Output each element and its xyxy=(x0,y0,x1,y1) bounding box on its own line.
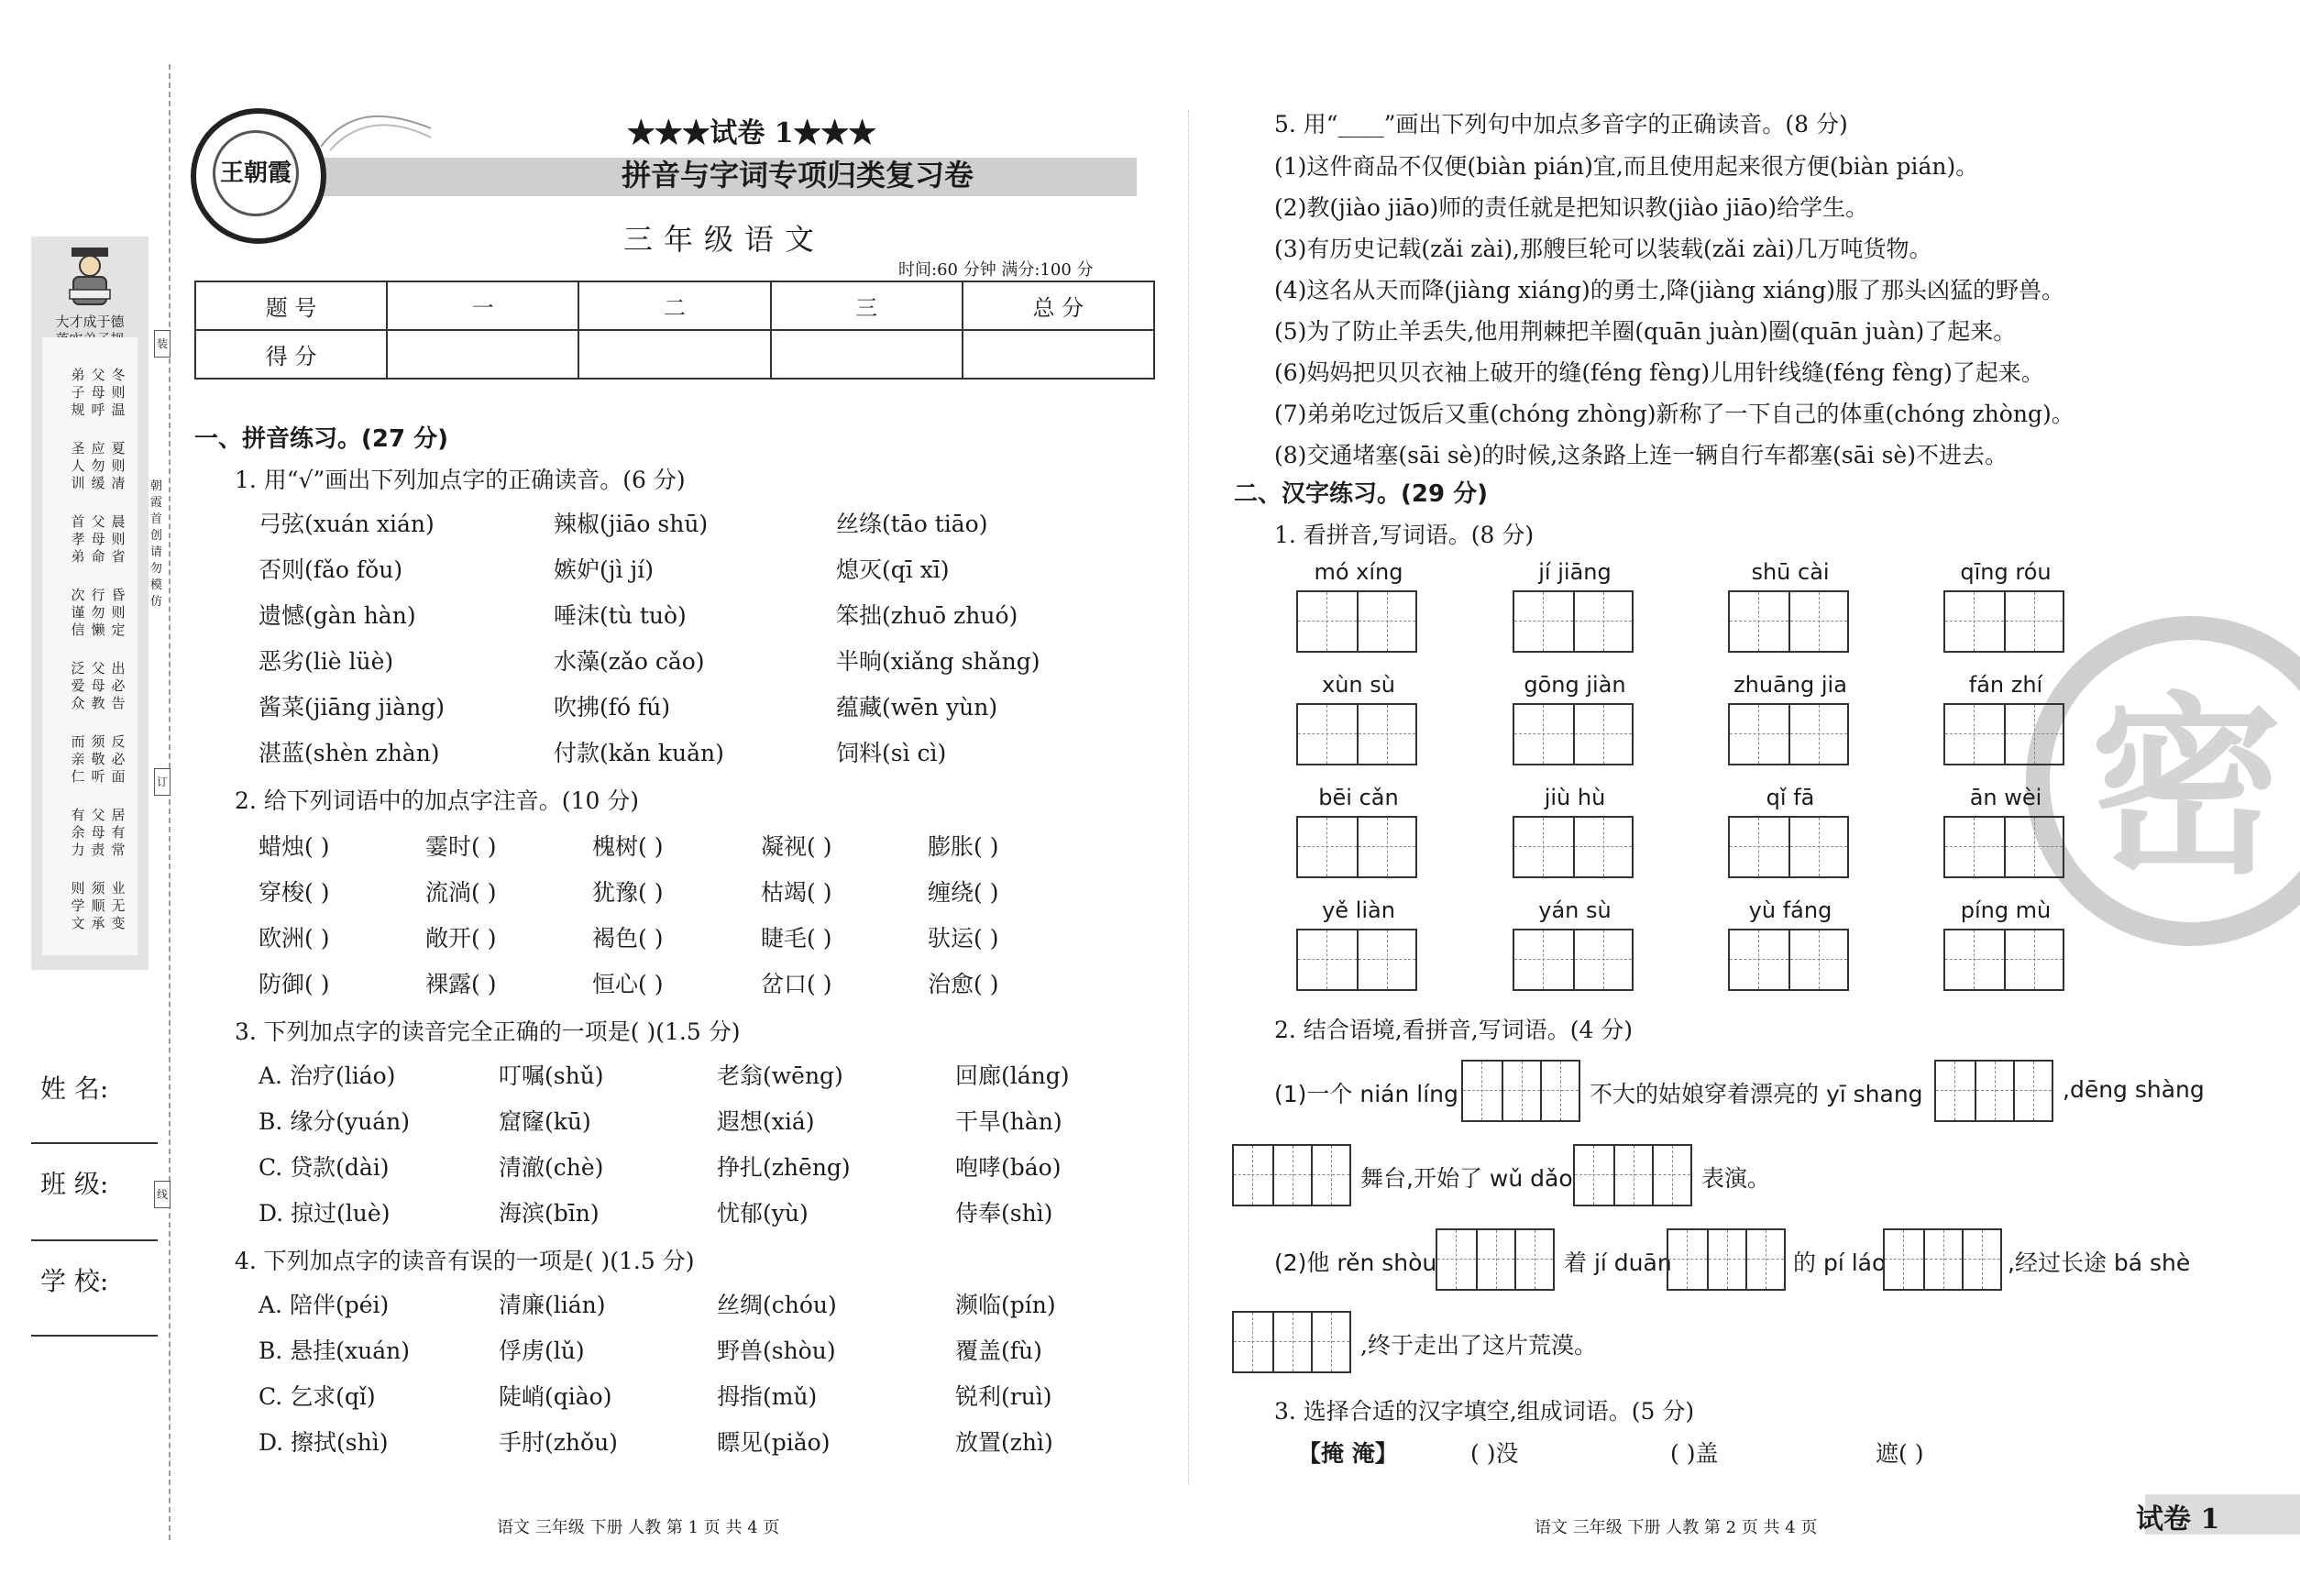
fill-blank-1[interactable]: ( )没 xyxy=(1470,1440,1519,1467)
logo-text: 王朝霞 xyxy=(213,130,299,216)
pinyin-writing-item xyxy=(1943,559,2068,653)
pinyin-label: qīng róu xyxy=(1960,559,2052,585)
q4-option: 俘虏(lǔ) xyxy=(499,1337,585,1364)
answer-box-dengshang[interactable] xyxy=(1232,1144,1351,1206)
tian-grid-answer[interactable] xyxy=(1513,590,1634,653)
pinyin-writing-item xyxy=(1296,897,1421,991)
side-note: 朝霞首创 请勿模仿 xyxy=(150,479,163,609)
q2-item[interactable]: 欧洲( ) xyxy=(259,925,330,952)
tian-grid-answer[interactable] xyxy=(1728,703,1849,765)
char-choice: 【掩 淹】 xyxy=(1298,1440,1398,1467)
q3-option: 叮嘱(shǔ) xyxy=(499,1062,604,1089)
rule-column: 泛爱众 xyxy=(71,660,85,711)
q5-title: 5. 用“____”画出下列句中加点多音字的正确读音。(8 分) xyxy=(1274,111,1848,138)
q3-option: 挣扎(zhēng) xyxy=(717,1154,851,1181)
q4-option: 瞟见(piǎo) xyxy=(717,1429,831,1456)
score-cell-2[interactable] xyxy=(578,330,770,379)
pinyin-writing-item xyxy=(1513,672,1637,765)
q5-sentence: (7)弟弟吃过饭后又重(chóng zhòng)新称了一下自己的体重(chóng zhòng)。 xyxy=(1274,401,2074,427)
binding-line xyxy=(169,64,171,1540)
q2-item[interactable]: 睫毛( ) xyxy=(761,925,832,952)
section1-title: 一、拼音练习。(27 分) xyxy=(194,425,448,453)
answer-box-wudao[interactable] xyxy=(1573,1144,1692,1206)
s2q3-title: 3. 选择合适的汉字填空,组成词语。(5 分) xyxy=(1274,1398,1695,1425)
rule-column: 而亲仁 xyxy=(71,733,85,785)
binding-mark-2: 订 xyxy=(154,768,171,796)
q1-item: 吹拂(fó fú) xyxy=(554,694,671,721)
q2-item[interactable]: 防御( ) xyxy=(259,971,330,997)
ctx2-text-b: 表演。 xyxy=(1701,1165,1771,1192)
q3-option: 干旱(hàn) xyxy=(955,1108,1062,1135)
q4-option: 放置(zhì) xyxy=(955,1429,1053,1456)
q3-option: D. 掠过(luè) xyxy=(259,1200,391,1227)
q3-option: 侍奉(shì) xyxy=(955,1200,1053,1227)
q4-option: 濒临(pín) xyxy=(955,1292,1056,1318)
q4-option: 丝绸(chóu) xyxy=(717,1292,837,1318)
q1-item: 半晌(xiǎng shǎng) xyxy=(836,648,1040,675)
score-head-label: 题 号 xyxy=(195,281,387,330)
q4-option: 清廉(lián) xyxy=(499,1292,606,1318)
tian-grid-answer[interactable] xyxy=(1296,703,1417,765)
subject-title: 三年级语文 xyxy=(622,222,825,257)
rule-column: 父母呼 xyxy=(91,367,105,418)
ctx3-text-d: ,经过长途 bá shè xyxy=(2008,1249,2191,1276)
ctx1-text-a: (1)一个 nián líng xyxy=(1274,1081,1458,1107)
time-info: 时间:60 分钟 满分:100 分 xyxy=(898,260,1094,280)
pinyin-label: shū cài xyxy=(1751,559,1830,585)
rule-column: 父母责 xyxy=(91,807,105,858)
tian-grid-answer[interactable] xyxy=(1296,929,1417,991)
q1-item: 饲料(sì cì) xyxy=(836,740,947,766)
q1-item: 丝绦(tāo tiāo) xyxy=(836,511,988,537)
stamp-char: 密 xyxy=(2089,676,2283,900)
ctx3-text-a: (2)他 rěn shòu xyxy=(1274,1249,1437,1276)
q3-option: 回廊(láng) xyxy=(955,1062,1070,1089)
rule-column: 冬则温 xyxy=(111,367,126,418)
q3-option: 窟窿(kū) xyxy=(499,1108,591,1135)
rule-column: 弟子规 xyxy=(71,367,85,418)
rule-column: 须顺承 xyxy=(91,880,105,931)
ctx1-text-b: 不大的姑娘穿着漂亮的 yī shang xyxy=(1590,1081,1923,1107)
score-cell-1[interactable] xyxy=(387,330,578,379)
ctx4-text-a: ,终于走出了这片荒漠。 xyxy=(1360,1332,1597,1359)
pinyin-writing-item xyxy=(1296,785,1421,878)
q1-item: 熄灭(qī xī) xyxy=(836,556,950,583)
rule-column: 反必面 xyxy=(111,733,126,785)
rule-column: 应勿缓 xyxy=(91,440,105,491)
rule-column: 业无变 xyxy=(111,880,126,931)
ctx3-text-b: 着 jí duān xyxy=(1564,1249,1672,1276)
q2-item[interactable]: 褐色( ) xyxy=(592,925,664,952)
school-label: 学 校: xyxy=(40,1266,109,1296)
rule-column: 次谨信 xyxy=(71,587,85,638)
q2-item[interactable]: 裸露( ) xyxy=(425,971,497,997)
q5-sentence: (2)教(jiào jiāo)师的责任就是把知识教(jiào jiāo)给学生。 xyxy=(1274,194,1869,221)
q4-option: B. 悬挂(xuán) xyxy=(259,1337,410,1364)
q4-option: 拇指(mǔ) xyxy=(717,1383,818,1410)
ctx2-text-a: 舞台,开始了 wǔ dǎo xyxy=(1360,1165,1573,1192)
q3-option: 遐想(xiá) xyxy=(717,1108,815,1135)
q2-item[interactable]: 蜡烛( ) xyxy=(259,833,330,860)
scholar-icon xyxy=(66,246,114,310)
answer-box-renshou[interactable] xyxy=(1436,1228,1555,1291)
tian-grid-answer[interactable] xyxy=(1943,929,2064,991)
pinyin-writing-item xyxy=(1728,559,1853,653)
q4-option: 野兽(shòu) xyxy=(717,1337,836,1364)
tian-grid-answer[interactable] xyxy=(1296,816,1417,878)
q4-option: C. 乞求(qǐ) xyxy=(259,1383,376,1410)
center-divider xyxy=(1188,110,1189,1485)
binding-mark-3: 线 xyxy=(154,1181,171,1208)
pinyin-writing-item xyxy=(1513,897,1637,991)
q1-item: 笨拙(zhuō zhuó) xyxy=(836,602,1018,629)
q2-item[interactable]: 驮运( ) xyxy=(928,925,999,952)
s2q2-title: 2. 结合语境,看拼音,写词语。(4 分) xyxy=(1274,1017,1634,1043)
section2-title: 二、汉字练习。(29 分) xyxy=(1234,480,1488,508)
q1-item: 辣椒(jiāo shū) xyxy=(554,511,709,537)
q2-item[interactable]: 凝视( ) xyxy=(761,833,832,860)
pinyin-writing-item xyxy=(1513,785,1637,878)
pinyin-label: píng mù xyxy=(1960,897,2052,923)
q4-option: D. 擦拭(shì) xyxy=(259,1429,389,1456)
rule-column: 首孝弟 xyxy=(71,513,85,565)
q1-item: 酱菜(jiāng jiàng) xyxy=(259,694,445,721)
rule-column: 须敬听 xyxy=(91,733,105,785)
q5-sentence: (3)有历史记载(zǎi zài),那艘巨轮可以装载(zǎi zài)几万吨货物。 xyxy=(1274,236,1932,262)
q5-sentence: (1)这件商品不仅便(biàn pián)宜,而且使用起来很方便(biàn pián)。 xyxy=(1274,153,1979,180)
pinyin-label: yán sù xyxy=(1538,897,1612,923)
score-head-2: 二 xyxy=(578,281,770,330)
score-value-row xyxy=(195,330,1154,379)
q1-item: 湛蓝(shèn zhàn) xyxy=(259,740,440,766)
q5-sentence: (5)为了防止羊丢失,他用荆棘把羊圈(quān juàn)圈(quān juàn)了起来。 xyxy=(1274,318,2017,345)
q1-item: 恶劣(liè lüè) xyxy=(259,648,394,675)
q2-item[interactable]: 犹豫( ) xyxy=(592,879,664,906)
ribbon-icon xyxy=(312,101,440,162)
rule-column: 晨则省 xyxy=(111,513,126,565)
q2-item[interactable]: 缠绕( ) xyxy=(928,879,999,906)
tian-grid-answer[interactable] xyxy=(1943,703,2064,765)
q1-item: 弓弦(xuán xián) xyxy=(259,511,435,537)
rule-column: 圣人训 xyxy=(71,440,85,491)
tian-grid-answer[interactable] xyxy=(1296,590,1417,653)
q2-item[interactable]: 岔口( ) xyxy=(761,971,832,997)
pinyin-label: bēi cǎn xyxy=(1318,785,1399,810)
answer-box-pilao[interactable] xyxy=(1883,1228,2002,1291)
q5-sentence: (4)这名从天而降(jiàng xiáng)的勇士,降(jiàng xiáng)服了那头凶猛的野兽。 xyxy=(1274,277,2064,303)
pinyin-writing-item xyxy=(1728,897,1853,991)
pinyin-label: jiù hù xyxy=(1544,785,1606,810)
rules-box xyxy=(42,337,138,955)
tian-grid-answer[interactable] xyxy=(1728,929,1849,991)
q3-option: A. 治疗(liáo) xyxy=(259,1062,396,1089)
rule-column: 出必告 xyxy=(111,660,126,711)
q1-item: 水藻(zǎo cǎo) xyxy=(554,648,705,675)
pinyin-writing-item xyxy=(1296,559,1421,653)
answer-box-yishang[interactable] xyxy=(1934,1060,2053,1122)
class-label: 班 级: xyxy=(40,1169,109,1199)
tian-grid-answer[interactable] xyxy=(1728,816,1849,878)
q2-item[interactable]: 槐树( ) xyxy=(592,833,664,860)
pinyin-writing-item xyxy=(1513,559,1637,653)
rule-column: 有余力 xyxy=(71,807,85,858)
q3-option: C. 贷款(dài) xyxy=(259,1154,390,1181)
tian-grid-answer[interactable] xyxy=(1513,929,1634,991)
q2-item[interactable]: 流淌( ) xyxy=(425,879,497,906)
pinyin-writing-item xyxy=(1943,672,2068,765)
q2-item[interactable]: 霎时( ) xyxy=(425,833,497,860)
rule-column: 昏则定 xyxy=(111,587,126,638)
q1-item: 遗憾(gàn hàn) xyxy=(259,602,416,629)
pinyin-writing-item xyxy=(1728,785,1853,878)
ctx3-text-c: 的 pí láo xyxy=(1793,1249,1887,1276)
q5-sentence: (8)交通堵塞(sāi sè)的时候,这条路上连一辆自行车都塞(sāi sè)不进去。 xyxy=(1274,442,2008,468)
answer-box-bashe[interactable] xyxy=(1232,1311,1351,1373)
pinyin-label: yù fáng xyxy=(1748,897,1832,923)
q3-option: 老翁(wēng) xyxy=(717,1062,843,1089)
q4-title: 4. 下列加点字的读音有误的一项是( )(1.5 分) xyxy=(235,1248,695,1274)
pinyin-label: gōng jiàn xyxy=(1524,672,1626,698)
q4-option: 手肘(zhǒu) xyxy=(499,1429,618,1456)
pinyin-writing-item xyxy=(1943,785,2068,878)
q3-option: 海滨(bīn) xyxy=(499,1200,600,1227)
pinyin-writing-item xyxy=(1296,672,1421,765)
pinyin-label: yě liàn xyxy=(1322,897,1395,923)
pinyin-label: zhuāng jia xyxy=(1733,672,1847,698)
rule-column: 父母命 xyxy=(91,513,105,565)
q1-item: 付款(kǎn kuǎn) xyxy=(554,740,724,766)
q1-item: 否则(fǎo fǒu) xyxy=(259,556,403,583)
q3-option: B. 缘分(yuán) xyxy=(259,1108,411,1135)
q5-sentence: (6)妈妈把贝贝衣袖上破开的缝(féng fèng)儿用针线缝(féng fèng)了起来。 xyxy=(1274,359,2044,386)
footer-right: 语文 三年级 下册 人教 第 2 页 共 4 页 xyxy=(1535,1518,1818,1537)
tian-grid-answer[interactable] xyxy=(1513,703,1634,765)
rule-column: 夏则凊 xyxy=(111,440,126,491)
score-row-label: 得 分 xyxy=(195,330,387,379)
q2-item[interactable]: 膨胀( ) xyxy=(928,833,999,860)
footer-left: 语文 三年级 下册 人教 第 1 页 共 4 页 xyxy=(497,1518,780,1537)
tian-grid-answer[interactable] xyxy=(1943,590,2064,653)
exam-tag: ★★★试卷 1★★★ xyxy=(627,117,876,149)
q1-item: 蕴藏(wēn yùn) xyxy=(836,694,998,721)
q2-item[interactable]: 穿梭( ) xyxy=(259,879,330,906)
s2q1-title: 1. 看拼音,写词语。(8 分) xyxy=(1274,522,1535,548)
binding-mark-1: 装 xyxy=(154,330,171,358)
corner-label: 试卷 1 xyxy=(2136,1503,2220,1535)
score-head-1: 一 xyxy=(387,281,578,330)
school-line[interactable] xyxy=(31,1335,158,1337)
fill-blank-2[interactable]: ( )盖 xyxy=(1670,1440,1719,1467)
q2-item[interactable]: 敞开( ) xyxy=(425,925,497,952)
rule-column: 居有常 xyxy=(111,807,126,858)
tian-grid-answer[interactable] xyxy=(1728,590,1849,653)
q1-title: 1. 用“√”画出下列加点字的正确读音。(6 分) xyxy=(235,467,686,493)
q4-option: 陡峭(qiào) xyxy=(499,1383,612,1410)
ctx1-text-c: ,dēng shàng xyxy=(2063,1076,2205,1103)
rule-column: 行勿懒 xyxy=(91,587,105,638)
answer-box-nianling[interactable] xyxy=(1461,1060,1580,1122)
q4-option: 覆盖(fù) xyxy=(955,1337,1042,1364)
tian-grid-answer[interactable] xyxy=(1943,816,2064,878)
q2-item[interactable]: 恒心( ) xyxy=(592,971,664,997)
pinyin-label: jí jiāng xyxy=(1538,559,1612,585)
pinyin-writing-item xyxy=(1943,897,2068,991)
class-line[interactable] xyxy=(31,1239,158,1241)
exam-title: 拼音与字词专项归类复习卷 xyxy=(621,158,974,193)
fill-blank-3[interactable]: 遮( ) xyxy=(1876,1440,1924,1467)
q2-title: 2. 给下列词语中的加点字注音。(10 分) xyxy=(235,787,640,814)
motto-line-1: 大才成于德 xyxy=(55,314,125,330)
answer-box-jiduan[interactable] xyxy=(1667,1228,1786,1291)
q3-option: 咆哮(báo) xyxy=(955,1154,1062,1181)
score-header-row xyxy=(195,281,1154,330)
q3-option: 忧郁(yù) xyxy=(717,1200,809,1227)
pinyin-label: ān wèi xyxy=(1969,785,2042,810)
score-head-total: 总 分 xyxy=(963,281,1154,330)
name-line[interactable] xyxy=(31,1142,158,1144)
rule-column: 父母教 xyxy=(91,660,105,711)
q4-option: 锐利(ruì) xyxy=(955,1383,1052,1410)
score-head-3: 三 xyxy=(771,281,963,330)
score-cell-3[interactable] xyxy=(771,330,963,379)
pinyin-label: mó xíng xyxy=(1314,559,1403,585)
pinyin-label: qǐ fā xyxy=(1766,785,1815,810)
rule-column: 则学文 xyxy=(71,880,85,931)
pinyin-label: xùn sù xyxy=(1322,672,1395,698)
q3-option: 清澈(chè) xyxy=(499,1154,604,1181)
pinyin-writing-item xyxy=(1728,672,1853,765)
q3-title: 3. 下列加点字的读音完全正确的一项是( )(1.5 分) xyxy=(235,1018,741,1045)
score-cell-total[interactable] xyxy=(963,330,1154,379)
q4-option: A. 陪伴(péi) xyxy=(259,1292,390,1318)
name-label: 姓 名: xyxy=(40,1073,109,1104)
score-table xyxy=(194,281,1155,380)
q1-item: 嫉妒(jì jí) xyxy=(554,556,654,583)
tian-grid-answer[interactable] xyxy=(1513,816,1634,878)
q2-item[interactable]: 枯竭( ) xyxy=(761,879,832,906)
publisher-logo xyxy=(191,108,326,244)
q2-item[interactable]: 治愈( ) xyxy=(928,971,999,997)
q1-item: 唾沫(tù tuò) xyxy=(554,602,687,629)
pinyin-label: fán zhí xyxy=(1968,672,2043,698)
